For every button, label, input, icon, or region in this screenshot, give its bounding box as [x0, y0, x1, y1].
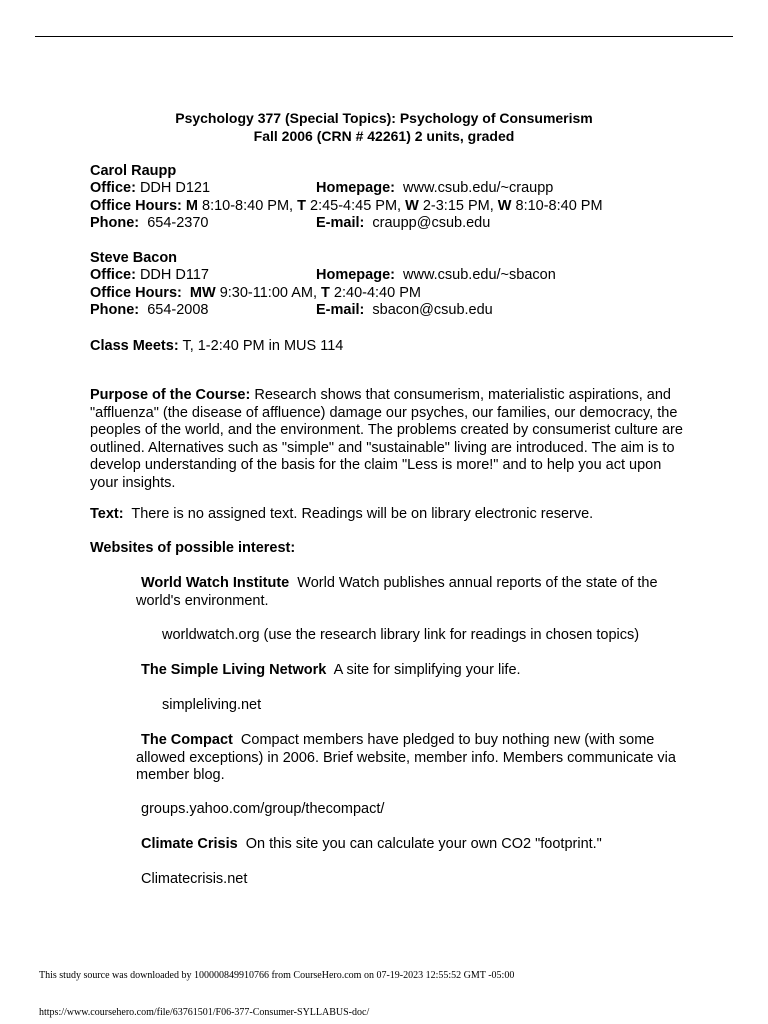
websites-heading: Websites of possible interest: — [90, 540, 296, 556]
email-link[interactable]: sbacon@csub.edu — [372, 302, 493, 318]
instructor-office: Office: DDH D121 — [90, 180, 211, 196]
instructor-name: Carol Raupp — [90, 163, 177, 179]
instructor-email: E-mail: craupp@csub.edu — [316, 215, 491, 231]
website-entry: The Simple Living Network A site for simplifying your life. — [141, 662, 521, 678]
course-term: Fall 2006 (CRN # 42261) 2 units, graded — [253, 128, 515, 144]
website-url[interactable]: Climatecrisis.net — [141, 871, 248, 887]
instructor-office: Office: DDH D117 — [90, 267, 209, 283]
download-note: This study source was downloaded by 100000849910766 from CourseHero.com on 07-19-2023 12:55:52 GMT -05:00 — [39, 970, 515, 981]
homepage-link[interactable]: www.csub.edu/~sbacon — [403, 267, 556, 283]
instructor-office-hours: Office Hours: MW 9:30-11:00 AM, T 2:40-4:40 PM — [90, 285, 421, 301]
homepage-link[interactable]: www.csub.edu/~craupp — [403, 180, 554, 196]
website-url[interactable]: simpleliving.net — [162, 697, 262, 713]
website-entry: Climate Crisis On this site you can calculate your own CO2 "footprint." — [141, 836, 602, 852]
course-title: Psychology 377 (Special Topics): Psychology of Consumerism — [175, 110, 593, 126]
instructor-email: E-mail: sbacon@csub.edu — [316, 302, 493, 318]
instructor-homepage: Homepage: www.csub.edu/~craupp — [316, 180, 554, 196]
text-section: Text: There is no assigned text. Readings will be on library electronic reserve. — [90, 506, 594, 522]
source-url[interactable]: https://www.coursehero.com/file/63761501/F06-377-Consumer-SYLLABUS-doc/ — [39, 1007, 370, 1018]
website-entry: World Watch Institute World Watch publishes annual reports of the state of the world's environment. — [136, 575, 658, 609]
website-url[interactable]: worldwatch.org (use the research library link for readings in chosen topics) — [162, 627, 640, 643]
website-url[interactable]: groups.yahoo.com/group/thecompact/ — [141, 801, 385, 817]
instructor-phone: Phone: 654-2008 — [90, 302, 209, 318]
website-entry: The Compact Compact members have pledged to buy nothing new (with some allowed exceptions) in 2006. Brief website, member info. Members communicate via member blog. — [136, 732, 676, 783]
course-purpose: Purpose of the Course: Research shows that consumerism, materialistic aspirations, and "affluenza" (the disease of affluence) damage our psyches, our families, our democracy, the peoples of the world, and the environment. The problems created by consumerist culture are outlined. Alternatives such as "simple" and "sustainable" living are introduced. The aim is to develop understanding of the basis for the claim "Less is more!" and to help you act upon your insights. — [90, 387, 683, 491]
instructor-office-hours: Office Hours: M 8:10-8:40 PM, T 2:45-4:45 PM, W 2-3:15 PM, W 8:10-8:40 PM — [90, 198, 603, 214]
instructor-homepage: Homepage: www.csub.edu/~sbacon — [316, 267, 556, 283]
class-meets: Class Meets: T, 1-2:40 PM in MUS 114 — [90, 338, 344, 354]
instructor-phone: Phone: 654-2370 — [90, 215, 209, 231]
instructor-name: Steve Bacon — [90, 250, 178, 266]
email-link[interactable]: craupp@csub.edu — [372, 215, 491, 231]
top-rule — [35, 36, 733, 37]
